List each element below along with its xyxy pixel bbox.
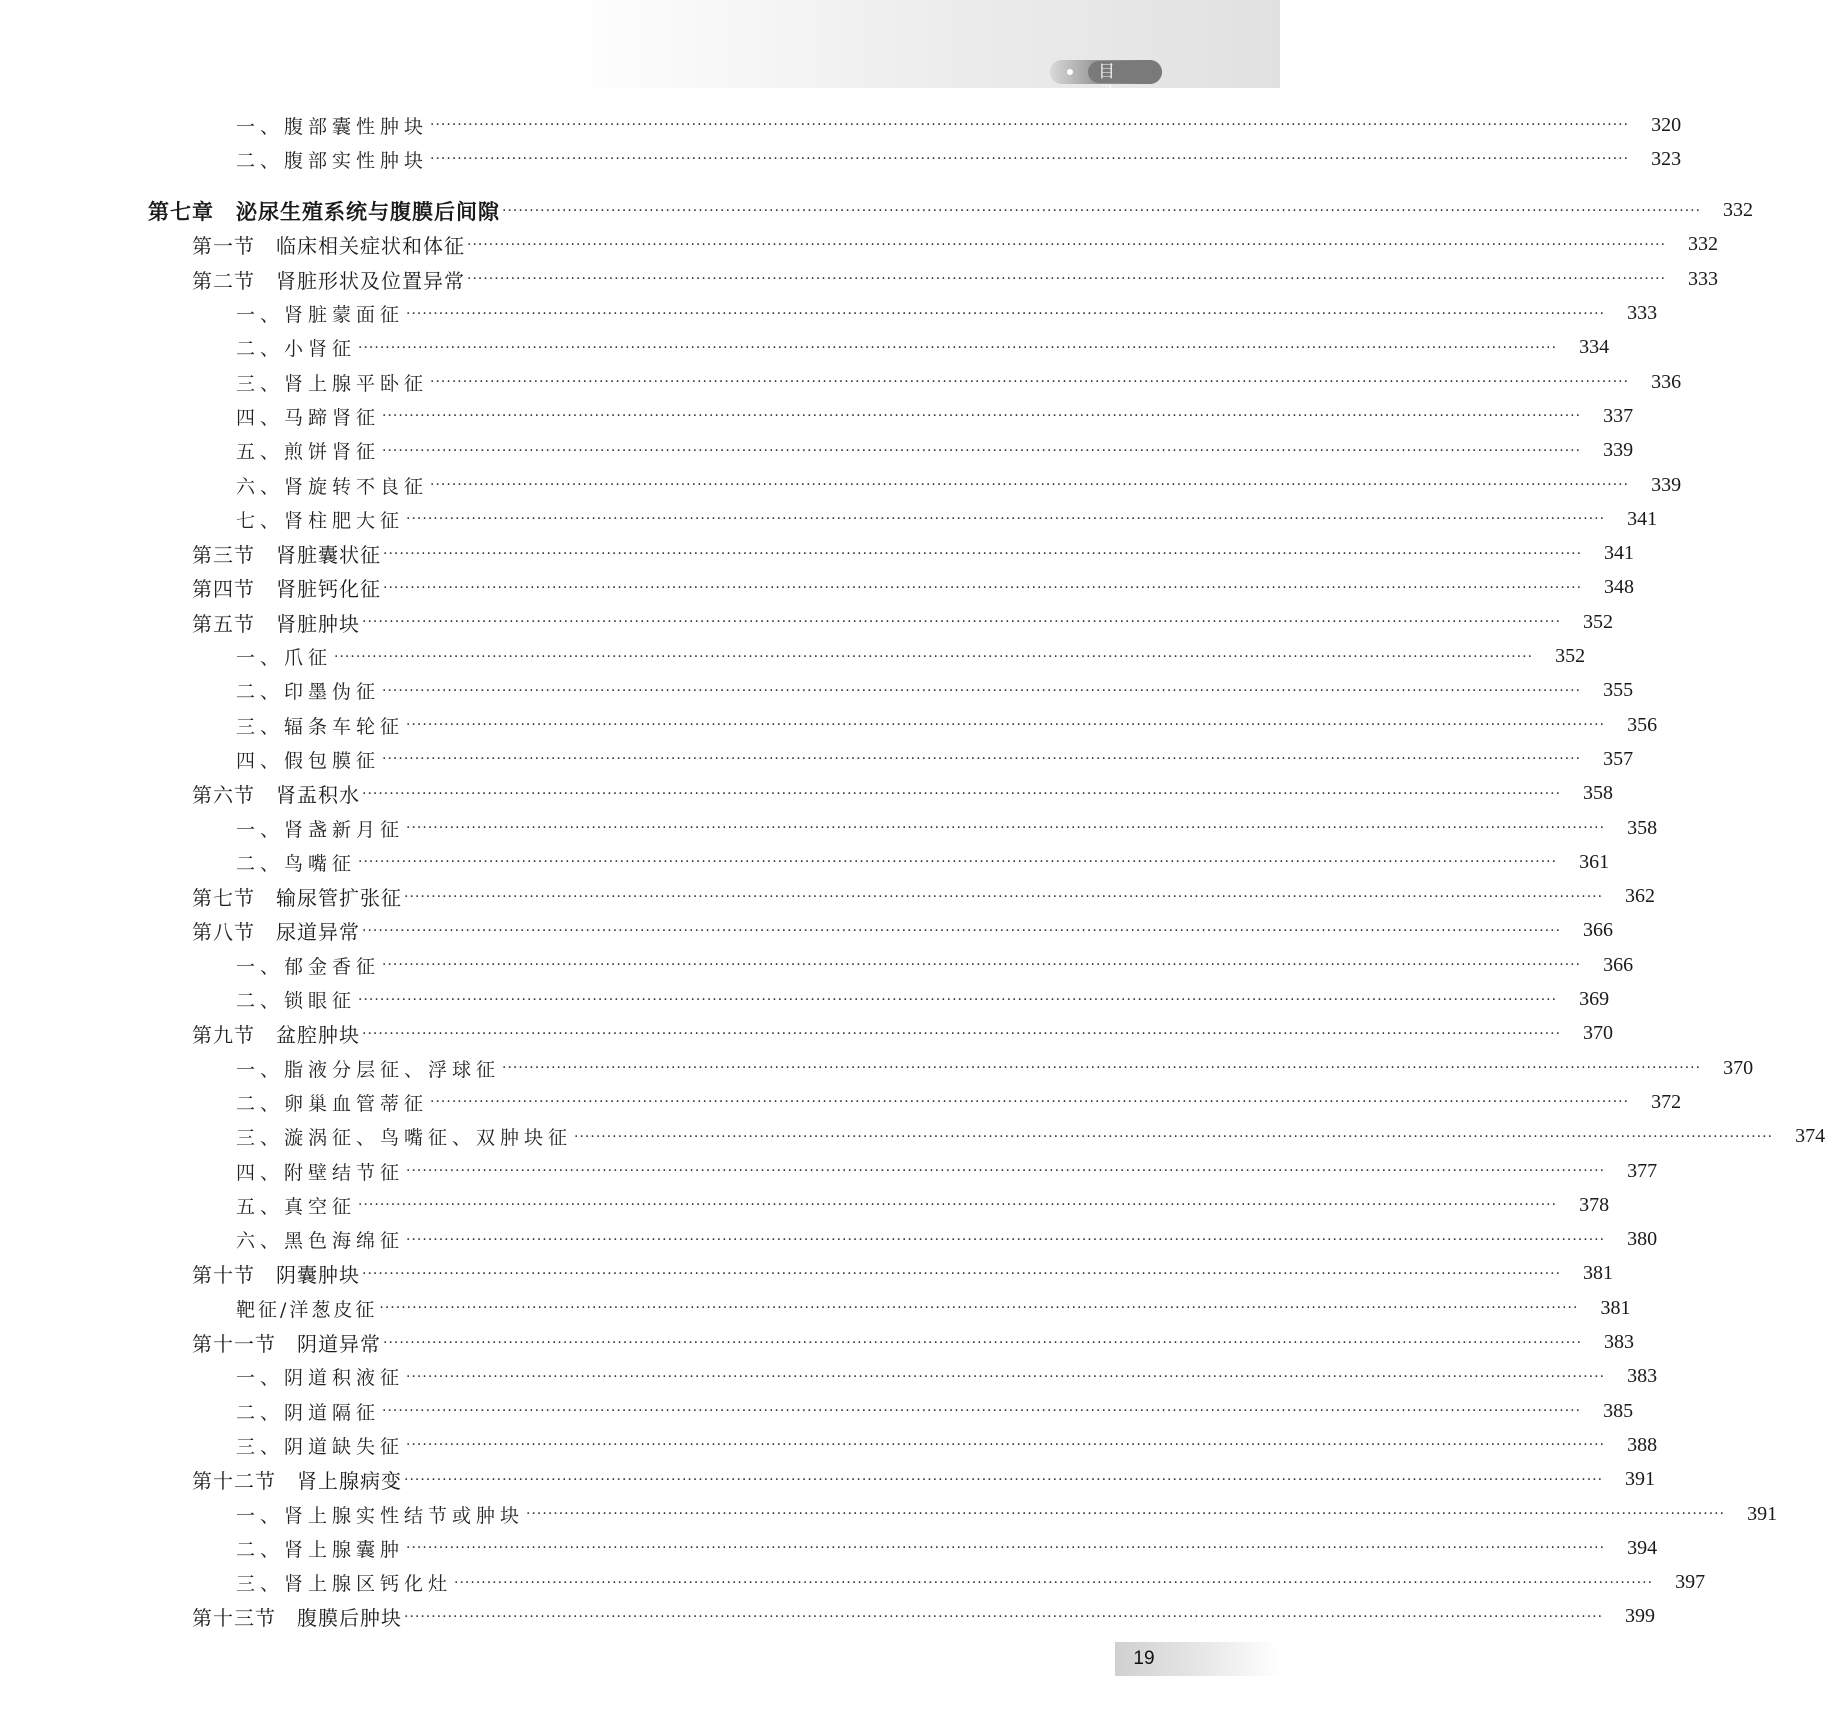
toc-entry[interactable] xyxy=(236,1190,1610,1220)
toc-entry-page: 381 xyxy=(1583,1262,1614,1285)
dot-leader: ···························································································································································································································· xyxy=(362,1265,1562,1282)
toc-entry-page: 385 xyxy=(1603,1399,1634,1422)
toc-entry-page: 399 xyxy=(1625,1605,1656,1628)
toc-entry[interactable] xyxy=(236,676,1634,706)
dot-leader: ···························································································································································································································· xyxy=(430,117,1630,133)
toc-entry[interactable] xyxy=(192,607,1614,637)
toc-entry-title: 一、脂液分层征、浮球征 xyxy=(236,1058,501,1081)
toc-entry-title: 一、阴道积液征 xyxy=(236,1367,405,1390)
dot-leader: ···························································································································································································································· xyxy=(526,1506,1726,1522)
toc-entry-title: 三、肾上腺区钙化灶 xyxy=(236,1573,453,1596)
toc-entry-title: 七、肾柱肥大征 xyxy=(236,509,405,532)
toc-entry-title: 第七节 输尿管扩张征 xyxy=(192,886,402,911)
toc-entry[interactable] xyxy=(192,916,1614,946)
dot-leader: ···························································································································································································································· xyxy=(382,682,1582,699)
toc-entry-page: 339 xyxy=(1603,439,1634,462)
toc-entry-title: 二、腹部实性肿块 xyxy=(236,149,429,172)
toc-entry-page: 332 xyxy=(1688,233,1719,256)
toc-entry[interactable] xyxy=(236,744,1634,774)
toc-entry-title: 第九节 盆腔肿块 xyxy=(192,1023,360,1048)
toc-entry-title: 一、肾上腺实性结节或肿块 xyxy=(236,1504,525,1527)
dot-leader: ···························································································································································································································· xyxy=(406,305,1606,322)
toc-entry-title: 三、辐条车轮征 xyxy=(236,715,405,738)
toc-entry-title: 六、肾旋转不良征 xyxy=(236,475,429,498)
dot-leader: ···························································································································································································································· xyxy=(404,888,1604,905)
toc-entry[interactable] xyxy=(192,1328,1635,1358)
toc-entry[interactable] xyxy=(236,299,1658,329)
dot-leader: ···························································································································································································································· xyxy=(404,1608,1604,1625)
toc-entry-page: 377 xyxy=(1627,1159,1658,1182)
toc-entry-page: 358 xyxy=(1583,782,1614,805)
toc-entry[interactable] xyxy=(236,950,1634,980)
toc-entry-title: 五、煎饼肾征 xyxy=(236,441,381,464)
dot-leader: ···························································································································································································································· xyxy=(383,1334,1583,1351)
toc-entry[interactable] xyxy=(192,1259,1614,1289)
dot-leader: ···························································································································································································································· xyxy=(406,1540,1606,1557)
toc-entry-title: 六、黑色海绵征 xyxy=(236,1230,405,1253)
toc-entry-page: 383 xyxy=(1627,1365,1658,1388)
dot-leader: ···························································································································································································································· xyxy=(430,477,1630,493)
toc-entry[interactable] xyxy=(236,1533,1658,1563)
toc-entry[interactable] xyxy=(236,1293,1631,1323)
dot-leader: ···························································································································································································································· xyxy=(430,151,1630,168)
header-badge xyxy=(1050,60,1162,104)
dot-leader: ···························································································································································································································· xyxy=(362,1025,1562,1042)
dot-leader: ···························································································································································································································· xyxy=(358,991,1558,1008)
toc-entry-page: 355 xyxy=(1603,679,1634,702)
toc-entry[interactable] xyxy=(192,573,1635,603)
dot-leader: ···························································································································································································································· xyxy=(406,1368,1606,1385)
toc-entry-title: 一、腹部囊性肿块 xyxy=(236,115,429,138)
dot-leader: ···························································································································································································································· xyxy=(467,236,1667,253)
toc-entry[interactable] xyxy=(236,847,1610,877)
toc-entry[interactable] xyxy=(192,1465,1656,1495)
toc-entry-title: 第五节 肾脏肿块 xyxy=(192,611,360,636)
toc-entry-title: 第十节 阴囊肿块 xyxy=(192,1263,360,1288)
toc-entry[interactable] xyxy=(192,230,1719,260)
toc-entry[interactable] xyxy=(236,1396,1634,1426)
toc-entry[interactable] xyxy=(236,144,1682,174)
toc-entry[interactable] xyxy=(236,436,1634,466)
dot-leader: ···························································································································································································································· xyxy=(379,1300,1579,1317)
toc-entry[interactable] xyxy=(192,264,1719,294)
toc-entry-title: 第三节 肾脏囊状征 xyxy=(192,543,381,568)
dot-leader: ···························································································································································································································· xyxy=(406,1437,1606,1454)
toc-entry-page: 391 xyxy=(1747,1502,1778,1525)
toc-entry[interactable] xyxy=(236,1156,1658,1186)
toc-entry-page: 336 xyxy=(1651,370,1682,393)
toc-entry-page: 397 xyxy=(1675,1571,1706,1594)
dot-leader: ···························································································································································································································· xyxy=(406,511,1606,528)
toc-entry-title: 第七章 泌尿生殖系统与腹膜后间隙 xyxy=(148,198,500,224)
dot-leader: ···························································································································································································································· xyxy=(502,1060,1702,1077)
toc-entry[interactable] xyxy=(236,1568,1706,1598)
toc-entry-page: 341 xyxy=(1604,542,1635,565)
toc-entry-page: 333 xyxy=(1688,267,1719,290)
dot-leader: ···························································································································································································································· xyxy=(358,854,1558,871)
section-label: 目 录 xyxy=(1088,61,1162,83)
toc-entry-page: 370 xyxy=(1583,1022,1614,1045)
dot-leader: ···························································································································································································································· xyxy=(406,820,1606,836)
toc-entry[interactable] xyxy=(236,401,1634,431)
dot-leader: ···························································································································································································································· xyxy=(362,922,1562,939)
dot-leader: ···························································································································································································································· xyxy=(382,408,1582,425)
toc-entry-title: 二、肾上腺囊肿 xyxy=(236,1538,405,1561)
toc-entry-title: 二、阴道隔征 xyxy=(236,1401,381,1424)
toc-entry[interactable] xyxy=(192,1019,1614,1049)
toc-entry-page: 383 xyxy=(1604,1331,1635,1353)
toc-entry-title: 一、爪征 xyxy=(236,647,333,669)
toc-entry[interactable] xyxy=(236,470,1682,500)
toc-entry[interactable] xyxy=(236,1225,1658,1255)
toc-entry[interactable] xyxy=(236,1053,1754,1083)
dot-leader: ···························································································································································································································· xyxy=(382,1403,1582,1420)
toc-entry-title: 一、郁金香征 xyxy=(236,955,381,978)
toc-entry-page: 388 xyxy=(1627,1433,1658,1456)
toc-entry-title: 二、锁眼征 xyxy=(236,990,357,1012)
toc-entry-title: 第二节 肾脏形状及位置异常 xyxy=(192,268,465,293)
toc-entry[interactable] xyxy=(236,710,1658,740)
toc-entry-title: 二、卵巢血管蒂征 xyxy=(236,1092,429,1115)
toc-entry-page: 356 xyxy=(1627,713,1658,736)
toc-entry-page: 372 xyxy=(1651,1090,1682,1113)
toc-entry[interactable] xyxy=(236,1499,1778,1529)
toc-entry[interactable] xyxy=(192,1602,1656,1632)
toc-entry-page: 366 xyxy=(1583,919,1614,942)
toc-entry-page: 334 xyxy=(1579,336,1610,359)
toc-entry[interactable] xyxy=(192,882,1656,912)
toc-entry-page: 320 xyxy=(1651,113,1682,136)
toc-entry-title: 第六节 肾盂积水 xyxy=(192,783,360,808)
toc-entry-title: 一、肾盏新月征 xyxy=(236,818,405,841)
toc-entry-title: 二、鸟嘴征 xyxy=(236,852,357,875)
dot-leader: ···························································································································································································································· xyxy=(358,339,1558,356)
toc-entry-page: 369 xyxy=(1579,988,1610,1010)
dot-leader: ···························································································································································································································· xyxy=(383,545,1583,562)
bullet-icon xyxy=(1067,69,1073,75)
dot-leader: ···························································································································································································································· xyxy=(467,271,1667,288)
dot-leader: ···························································································································································································································· xyxy=(382,751,1582,768)
toc-entry-title: 第十三节 腹膜后肿块 xyxy=(192,1606,402,1631)
toc-entry[interactable] xyxy=(236,1122,1825,1152)
toc-entry-title: 靶征/洋葱皮征 xyxy=(236,1298,378,1321)
header-band xyxy=(560,0,1280,88)
toc-entry[interactable] xyxy=(236,367,1682,397)
toc-entry[interactable] xyxy=(236,504,1658,534)
toc-entry-page: 357 xyxy=(1603,747,1634,770)
dot-leader: ···························································································································································································································· xyxy=(404,1471,1604,1488)
toc-entry-page: 374 xyxy=(1795,1125,1825,1148)
dot-leader: ···························································································································································································································· xyxy=(383,579,1583,596)
toc-entry-page: 378 xyxy=(1579,1193,1610,1216)
toc-entry-page: 394 xyxy=(1627,1536,1658,1559)
toc-entry-title: 三、阴道缺失征 xyxy=(236,1435,405,1458)
dot-leader: ···························································································································································································································· xyxy=(334,648,1534,665)
toc-entry[interactable] xyxy=(236,1087,1682,1117)
dot-leader: ···························································································································································································································· xyxy=(358,1197,1558,1214)
toc-entry-title: 四、假包膜征 xyxy=(236,749,381,772)
toc-entry-page: 352 xyxy=(1555,645,1586,667)
dot-leader: ···························································································································································································································· xyxy=(406,1231,1606,1248)
toc-entry-page: 362 xyxy=(1625,885,1656,908)
toc-entry[interactable] xyxy=(236,642,1586,672)
toc-entry[interactable] xyxy=(236,1430,1658,1460)
dot-leader: ···························································································································································································································· xyxy=(382,442,1582,459)
dot-leader: ···························································································································································································································· xyxy=(430,374,1630,391)
toc-entry-page: 380 xyxy=(1627,1228,1658,1251)
toc-entry-title: 第十一节 阴道异常 xyxy=(192,1332,381,1356)
toc-entry-title: 第一节 临床相关症状和体征 xyxy=(192,234,465,259)
toc-entry-title: 四、马蹄肾征 xyxy=(236,406,381,429)
toc-entry-page: 339 xyxy=(1651,473,1682,496)
toc-entry[interactable] xyxy=(192,539,1635,569)
toc-entry-page: 358 xyxy=(1627,816,1658,839)
toc-entry-title: 三、漩涡征、鸟嘴征、双肿块征 xyxy=(236,1127,573,1150)
toc-entry-page: 370 xyxy=(1723,1056,1754,1079)
toc-entry[interactable] xyxy=(236,333,1610,363)
dot-leader: ···························································································································································································································· xyxy=(430,1094,1630,1111)
dot-leader: ···························································································································································································································· xyxy=(406,717,1606,734)
toc-entry[interactable] xyxy=(236,1362,1658,1392)
toc-entry-page: 391 xyxy=(1625,1468,1656,1491)
dot-leader: ···························································································································································································································· xyxy=(362,614,1562,631)
toc-entry-page: 352 xyxy=(1583,610,1614,633)
dot-leader: ···························································································································································································································· xyxy=(362,785,1562,802)
toc-entry-page: 323 xyxy=(1651,147,1682,170)
toc-entry-page: 348 xyxy=(1604,576,1635,599)
toc-entry-title: 二、印墨伪征 xyxy=(236,681,381,704)
toc-entry-page: 381 xyxy=(1600,1296,1631,1319)
toc-entry-page: 361 xyxy=(1579,850,1610,873)
dot-leader: ···························································································································································································································· xyxy=(454,1574,1654,1591)
toc-entry-title: 第十二节 肾上腺病变 xyxy=(192,1469,402,1494)
toc-entry-page: 337 xyxy=(1603,404,1634,427)
toc-entry[interactable] xyxy=(148,196,1754,226)
toc-entry-title: 三、肾上腺平卧征 xyxy=(236,372,429,395)
dot-leader: ···························································································································································································································· xyxy=(574,1128,1774,1145)
toc-entry-title: 第四节 肾脏钙化征 xyxy=(192,577,381,602)
toc-entry-title: 二、小肾征 xyxy=(236,338,357,361)
toc-entry[interactable] xyxy=(192,779,1614,809)
toc-entry-title: 四、附壁结节征 xyxy=(236,1161,405,1184)
toc-entry-page: 332 xyxy=(1723,199,1754,222)
toc-entry-page: 333 xyxy=(1627,302,1658,324)
dot-leader: ···························································································································································································································· xyxy=(502,202,1702,219)
dot-leader: ···························································································································································································································· xyxy=(382,957,1582,974)
toc-entry[interactable] xyxy=(236,985,1610,1015)
page-number: 19 xyxy=(1133,1648,1155,1669)
toc-entry[interactable] xyxy=(236,813,1658,843)
toc-entry-title: 一、肾脏蒙面征 xyxy=(236,304,405,326)
toc-entry-page: 341 xyxy=(1627,507,1658,530)
toc-entry-title: 第八节 尿道异常 xyxy=(192,920,360,945)
toc-entry-page: 366 xyxy=(1603,953,1634,976)
dot-leader: ···························································································································································································································· xyxy=(406,1163,1606,1179)
toc-entry[interactable] xyxy=(236,110,1682,140)
toc-entry-title: 五、真空征 xyxy=(236,1195,357,1218)
